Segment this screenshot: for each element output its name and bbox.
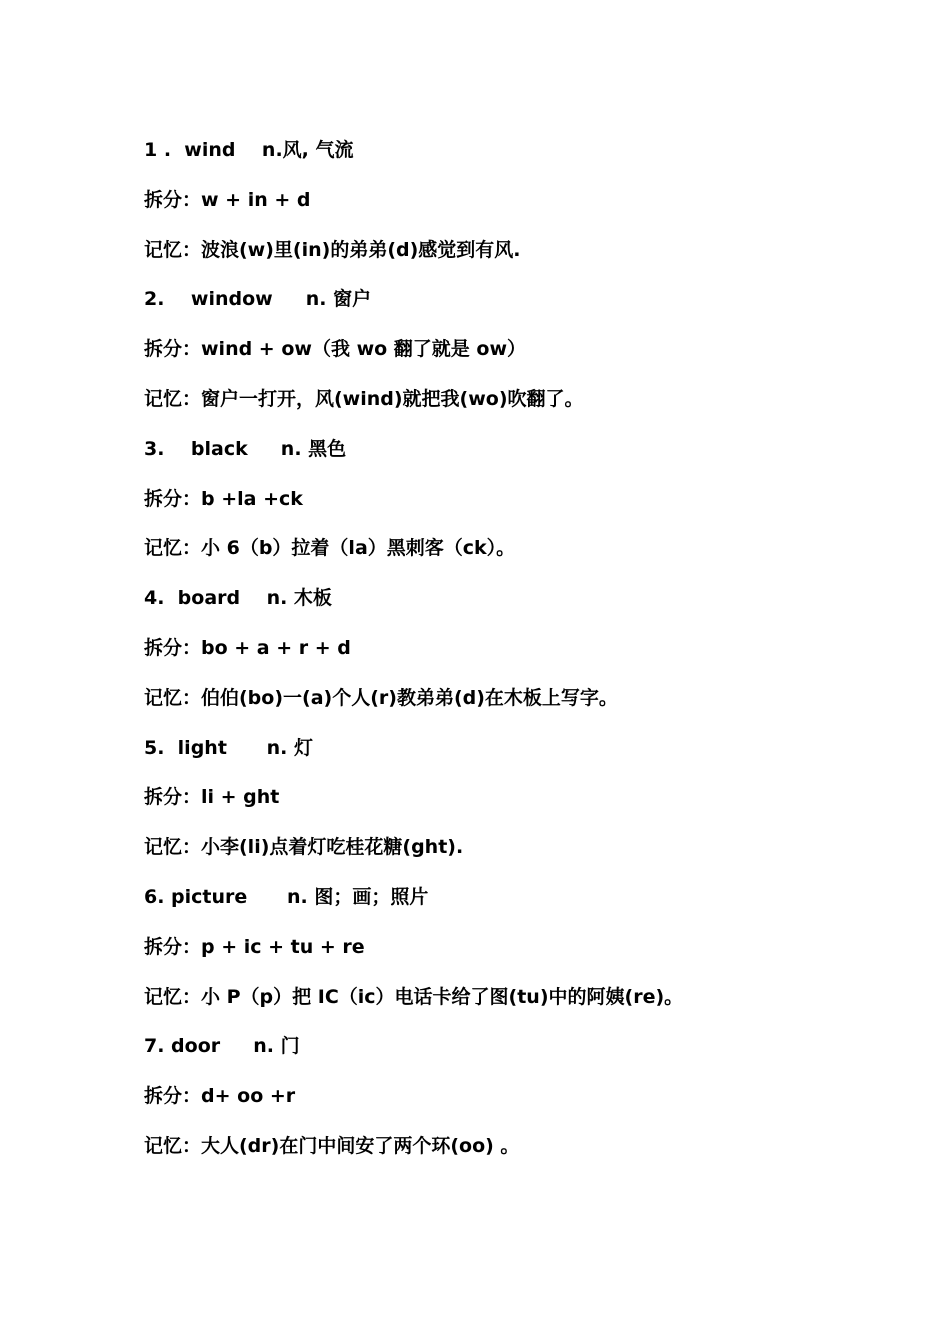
entry-memory: 记忆：小 P（p）把 IC（ic）电话卡给了图(tu)中的阿姨(re)。 bbox=[144, 985, 684, 1008]
entry-memory: 记忆：小 6（b）拉着（la）黑刺客（ck）。 bbox=[144, 537, 516, 560]
entry-split: 拆分：w + in + d bbox=[144, 188, 311, 211]
entry-memory: 记忆：伯伯(bo)一(a)个人(r)教弟弟(d)在木板上写字。 bbox=[144, 686, 618, 709]
entry-heading: 4. board n. 木板 bbox=[144, 587, 332, 610]
entry-split: 拆分：li + ght bbox=[144, 786, 280, 809]
entry-split: 拆分：d+ oo +r bbox=[144, 1085, 296, 1108]
entry-heading: 1 . wind n.风, 气流 bbox=[144, 139, 354, 161]
entry-split: 拆分：bo + a + r + d bbox=[144, 636, 351, 659]
vocabulary-list bbox=[144, 136, 884, 1182]
entry-heading: 2. window n. 窗户 bbox=[144, 288, 372, 311]
entry-split: 拆分：wind + ow（我 wo 翻了就是 ow） bbox=[144, 338, 527, 361]
entry-memory: 记忆：小李(li)点着灯吃桂花糖(ght). bbox=[144, 836, 464, 859]
entry-heading: 6. picture n. 图；画；照片 bbox=[144, 885, 429, 908]
entry-heading: 3. black n. 黑色 bbox=[144, 437, 347, 460]
entry-split: 拆分：b +la +ck bbox=[144, 487, 303, 510]
entry-memory: 记忆：波浪(w)里(in)的弟弟(d)感觉到有风. bbox=[144, 238, 521, 261]
entry-heading: 7. door n. 门 bbox=[144, 1035, 300, 1058]
entry-memory: 记忆：大人(dr)在门中间安了两个环(oo) 。 bbox=[144, 1134, 520, 1157]
entry-split: 拆分：p + ic + tu + re bbox=[144, 935, 365, 958]
entry-memory: 记忆：窗户一打开，风(wind)就把我(wo)吹翻了。 bbox=[144, 387, 584, 410]
entry-heading: 5. light n. 灯 bbox=[144, 736, 313, 759]
